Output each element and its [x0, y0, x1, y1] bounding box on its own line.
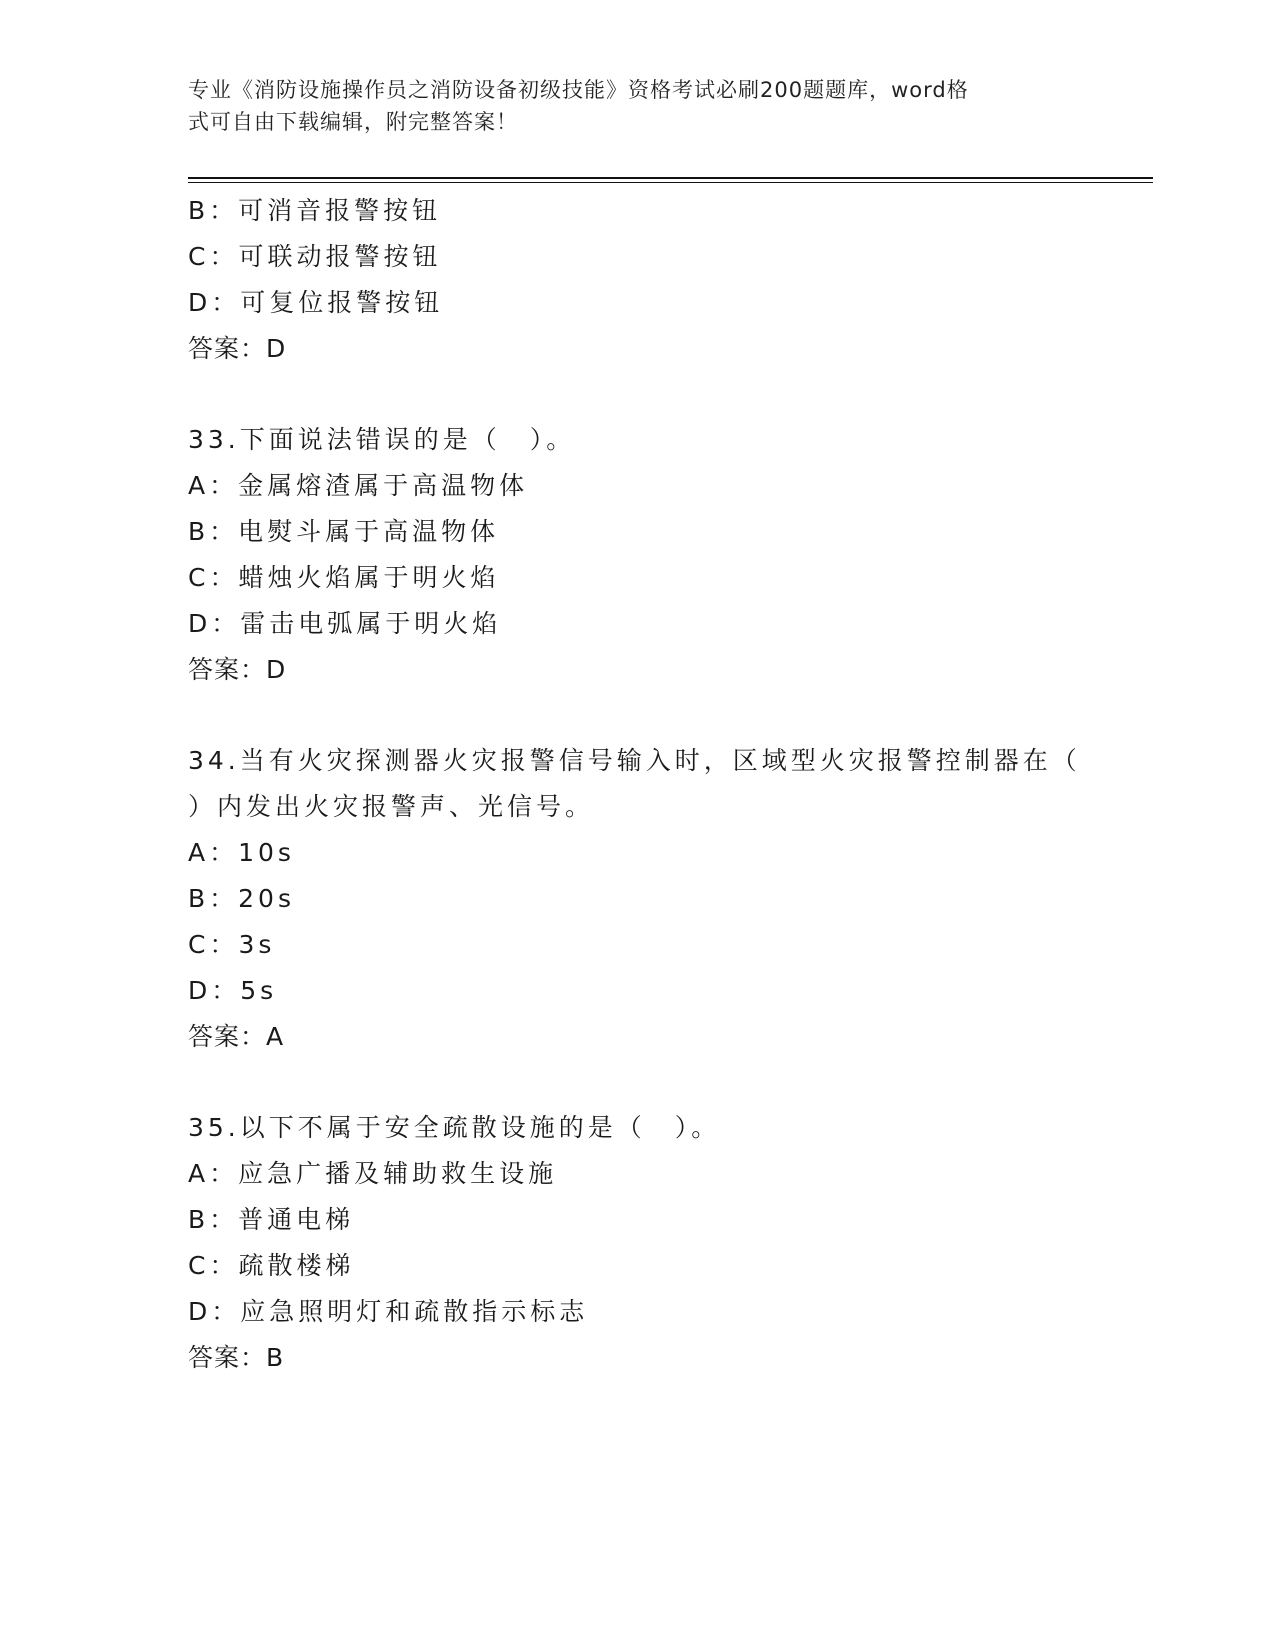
question-34 — [188, 738, 1088, 1060]
answer: 答案：A — [188, 1022, 285, 1051]
option-b: B：电熨斗属于高温物体 — [188, 517, 500, 546]
option-a: A：金属熔渣属于高温物体 — [188, 471, 529, 500]
question-list — [188, 188, 1088, 1381]
option-d: D：雷击电弧属于明火焰 — [188, 609, 502, 638]
option-b: B：可消音报警按钮 — [188, 196, 442, 225]
option-a: A：10s — [188, 838, 295, 867]
answer: 答案：D — [188, 334, 287, 363]
question-stem: 35.以下不属于安全疏散设施的是（ ）。 — [188, 1113, 721, 1142]
question-33 — [188, 417, 1088, 693]
question-stem: 33.下面说法错误的是（ ）。 — [188, 425, 576, 454]
answer: 答案：D — [188, 655, 287, 684]
question-stem-line-2: ）内发出火灾报警声、光信号。 — [188, 792, 595, 821]
header-divider-thick — [188, 177, 1153, 179]
option-c: C：蜡烛火焰属于明火焰 — [188, 563, 500, 592]
option-d: D：应急照明灯和疏散指示标志 — [188, 1297, 589, 1326]
spacer — [188, 693, 1088, 738]
option-d: D：可复位报警按钮 — [188, 288, 444, 317]
option-b: B：普通电梯 — [188, 1205, 355, 1234]
option-c: C：可联动报警按钮 — [188, 242, 442, 271]
header-line-1: 专业《消防设施操作员之消防设备初级技能》资格考试必刷200题题库，word格 — [188, 78, 969, 102]
question-stem-line-1: 34.当有火灾探测器火灾报警信号输入时，区域型火灾报警控制器在（ — [188, 746, 1081, 775]
answer: 答案：B — [188, 1343, 285, 1372]
spacer — [188, 1060, 1088, 1105]
option-c: C：疏散楼梯 — [188, 1251, 355, 1280]
question-32-continued — [188, 188, 1088, 372]
document-header — [188, 74, 1068, 138]
option-b: B：20s — [188, 884, 295, 913]
option-c: C：3s — [188, 930, 276, 959]
spacer — [188, 372, 1088, 417]
option-a: A：应急广播及辅助救生设施 — [188, 1159, 558, 1188]
question-35 — [188, 1105, 1088, 1381]
option-d: D：5s — [188, 976, 278, 1005]
header-divider-thin — [188, 182, 1153, 183]
header-line-2: 式可自由下载编辑，附完整答案！ — [188, 110, 518, 134]
